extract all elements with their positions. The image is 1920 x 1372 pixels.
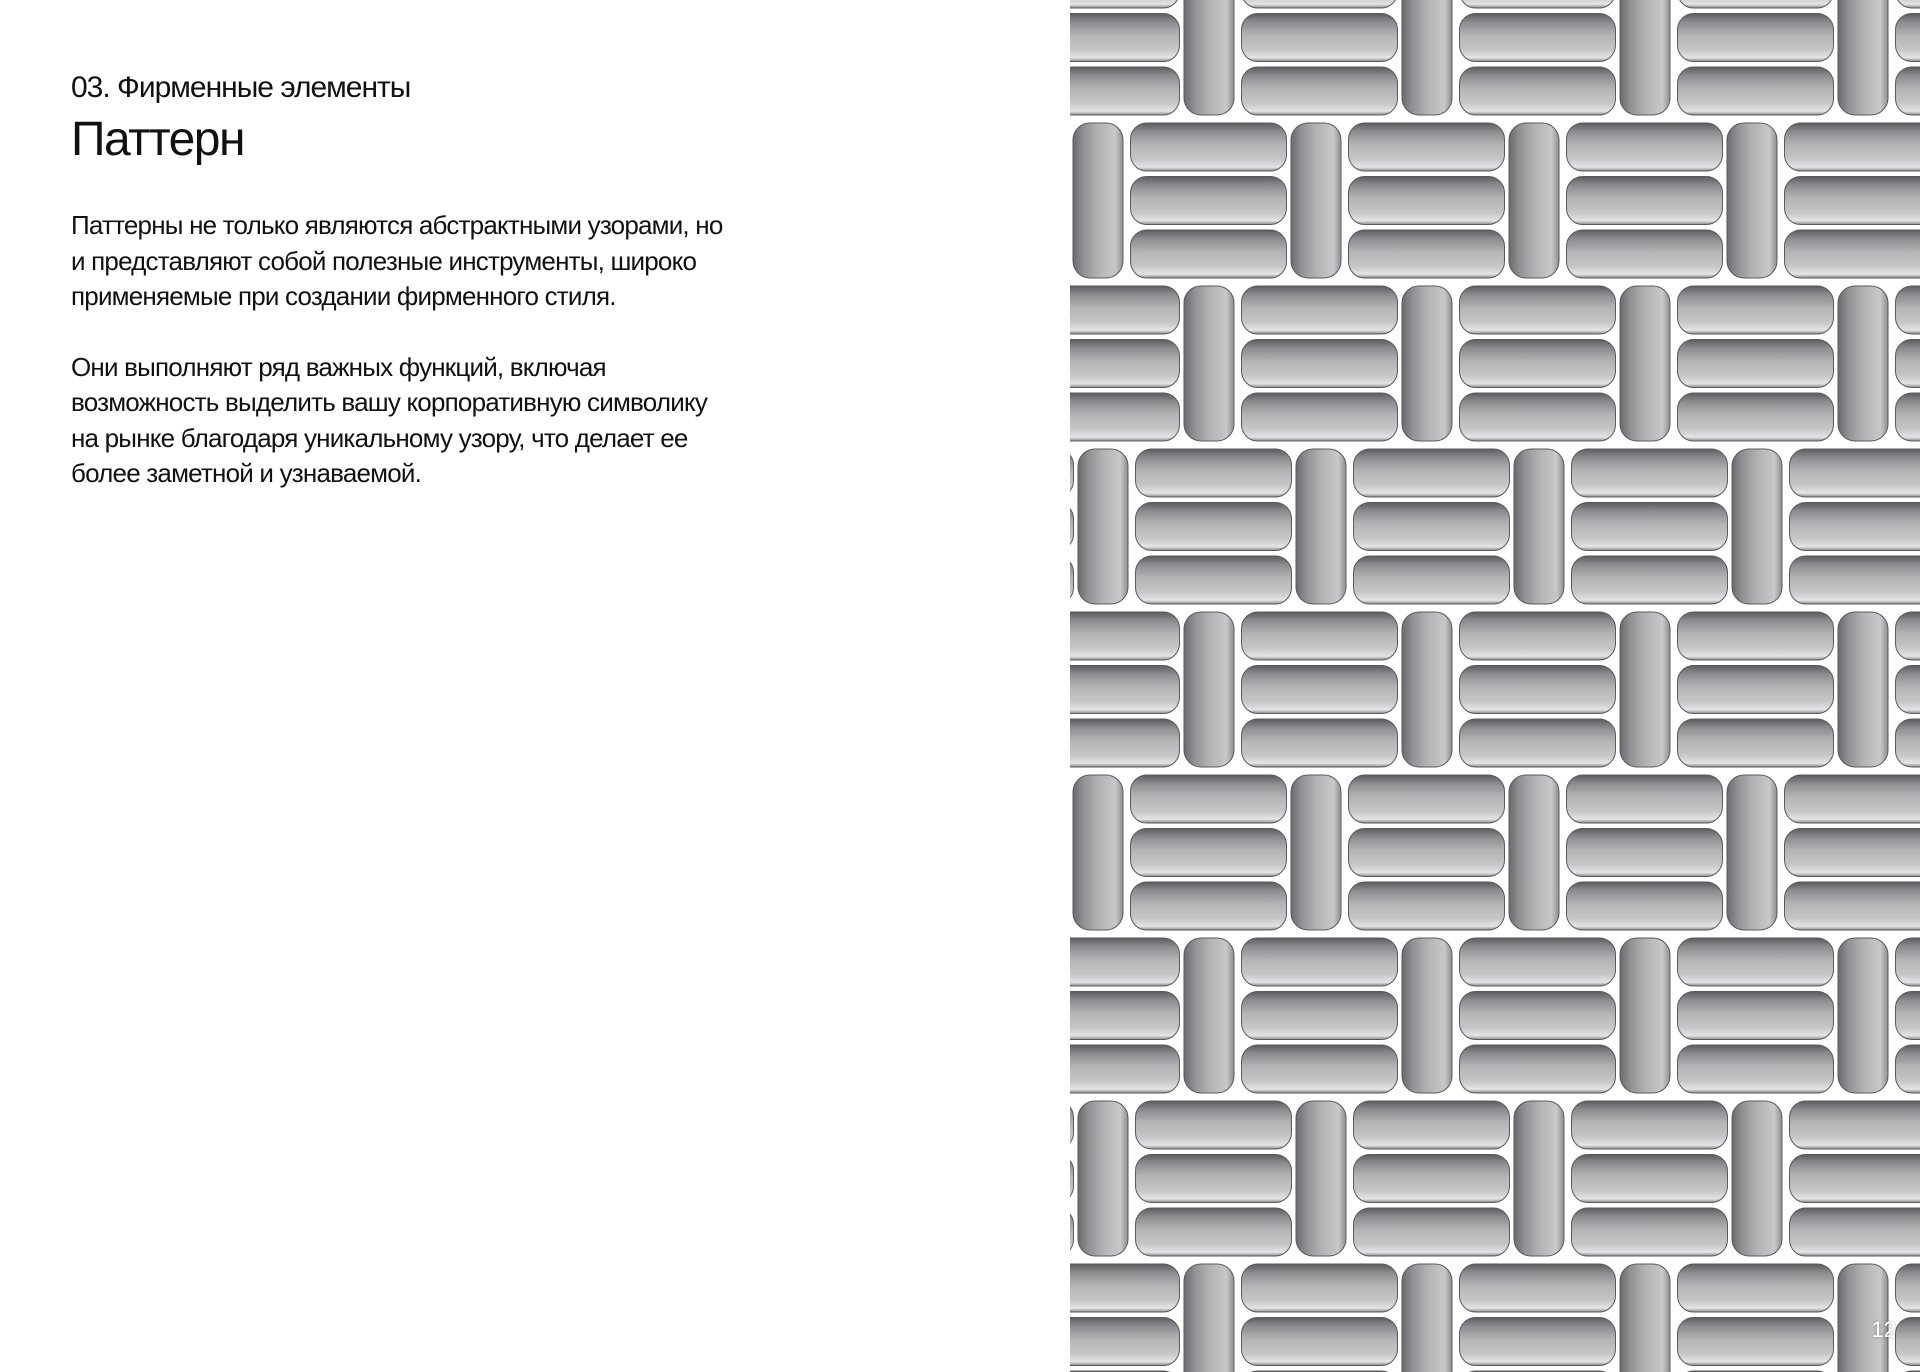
pattern-tile [1567, 829, 1723, 877]
pattern-tile [1678, 14, 1834, 62]
pattern-tile [1349, 177, 1505, 225]
pattern-tile [1136, 1208, 1292, 1256]
pattern-tile [1070, 666, 1180, 714]
pattern-tile [1509, 123, 1559, 278]
pattern-tile [1896, 286, 1920, 334]
pattern-tile [1349, 230, 1505, 278]
pattern-tile [1070, 1155, 1074, 1203]
pattern-tile [1070, 0, 1180, 8]
pattern-tile [1131, 123, 1287, 171]
pattern-tile [1896, 938, 1920, 986]
pattern-tile [1460, 393, 1616, 441]
pattern-tile [1678, 0, 1834, 8]
pattern-tile [1078, 449, 1128, 604]
pattern-tile [1242, 1045, 1398, 1093]
pattern-tile [1184, 0, 1234, 115]
pattern-tile [1838, 612, 1888, 767]
pattern-tile [1070, 286, 1180, 334]
pattern-tile [1896, 340, 1920, 388]
pattern-tile [1678, 67, 1834, 115]
pattern-tile [1567, 177, 1723, 225]
pattern-tile [1073, 775, 1123, 930]
pattern-tile [1896, 612, 1920, 660]
pattern-tile [1073, 123, 1123, 278]
pattern-tile [1678, 938, 1834, 986]
pattern-tile [1070, 1101, 1074, 1149]
pattern-tile [1678, 340, 1834, 388]
pattern-tile [1838, 0, 1888, 115]
pattern-tile [1070, 14, 1180, 62]
paragraph-functions: Они выполняют ряд важных функций, включая возможность выделить вашу корпоративную символику на рынке благодаря уникальному узору, что делает ее более заметной и узнаваемой. [71, 351, 708, 488]
pattern-tile [1785, 829, 1920, 877]
pattern-tile [1620, 612, 1670, 767]
pattern-tile [1460, 1318, 1616, 1366]
pattern-tile [1896, 1045, 1920, 1093]
pattern-tile [1790, 503, 1920, 551]
pattern-tile [1460, 14, 1616, 62]
paragraph-intro: Паттерны не только являются абстрактными узорами, но и представляют собой полезные инструменты, широко применяемые при создании фирменного стиля. [71, 210, 723, 311]
pattern-tile [1460, 938, 1616, 986]
pattern-tile [1896, 666, 1920, 714]
pattern-tile [1620, 1264, 1670, 1372]
pattern-tile [1790, 1208, 1920, 1256]
pattern-tile [1678, 612, 1834, 660]
pattern-tile [1896, 992, 1920, 1040]
pattern-tile [1136, 503, 1292, 551]
pattern-tile [1070, 449, 1074, 497]
pattern-tile [1070, 1264, 1180, 1312]
pattern-tile [1402, 1264, 1452, 1372]
pattern-tile [1131, 775, 1287, 823]
pattern-tile [1460, 1045, 1616, 1093]
pattern-tile [1070, 612, 1180, 660]
pattern-tile [1460, 612, 1616, 660]
pattern-tile [1131, 177, 1287, 225]
pattern-tile [1460, 340, 1616, 388]
pattern-tile [1678, 393, 1834, 441]
pattern-tile [1242, 286, 1398, 334]
pattern-tile [1460, 0, 1616, 8]
pattern-tile [1567, 775, 1723, 823]
pattern-tile [1402, 0, 1452, 115]
pattern-tile [1514, 449, 1564, 604]
pattern-tile [1732, 1101, 1782, 1256]
pattern-tile [1620, 938, 1670, 1093]
pattern-tile [1242, 67, 1398, 115]
pattern-tile [1572, 503, 1728, 551]
pattern-tile [1184, 1264, 1234, 1372]
pattern-tile [1678, 1318, 1834, 1366]
pattern-tile [1790, 449, 1920, 497]
pattern-tile [1785, 882, 1920, 930]
pattern-tile [1790, 1155, 1920, 1203]
pattern-tile [1354, 1208, 1510, 1256]
pattern-tile [1678, 1264, 1834, 1312]
pattern-tile [1678, 992, 1834, 1040]
pattern-tile [1136, 1101, 1292, 1149]
pattern-tile [1790, 556, 1920, 604]
pattern-tile [1070, 992, 1180, 1040]
pattern-tile [1785, 123, 1920, 171]
pattern-tile [1070, 1208, 1074, 1256]
pattern-tile [1349, 882, 1505, 930]
pattern-tile [1349, 123, 1505, 171]
pattern-tile [1460, 1264, 1616, 1312]
pattern-tile [1567, 882, 1723, 930]
pattern-tile [1291, 123, 1341, 278]
pattern-tile [1732, 449, 1782, 604]
pattern-tile [1354, 503, 1510, 551]
pattern-tile [1184, 612, 1234, 767]
pattern-tile [1460, 719, 1616, 767]
basketweave-pattern [1070, 0, 1920, 1372]
pattern-tile [1242, 393, 1398, 441]
pattern-tile [1242, 14, 1398, 62]
pattern-tile [1136, 556, 1292, 604]
pattern-tile [1242, 340, 1398, 388]
pattern-tile [1242, 938, 1398, 986]
page-number: 12 [1871, 1317, 1896, 1342]
pattern-tile [1790, 1101, 1920, 1149]
pattern-tile [1296, 449, 1346, 604]
pattern-tile [1349, 775, 1505, 823]
pattern-tile [1291, 775, 1341, 930]
pattern-tile [1354, 1155, 1510, 1203]
pattern-tile [1184, 938, 1234, 1093]
pattern-tile [1896, 0, 1920, 8]
pattern-tile [1838, 286, 1888, 441]
pattern-tile [1242, 666, 1398, 714]
section-label: 03. Фирменные элементы [71, 71, 411, 104]
pattern-tile [1242, 1318, 1398, 1366]
pattern-tile [1070, 340, 1180, 388]
pattern-tile [1514, 1101, 1564, 1256]
pattern-tile [1402, 612, 1452, 767]
pattern-tile [1572, 556, 1728, 604]
pattern-tile [1460, 286, 1616, 334]
pattern-tile [1838, 938, 1888, 1093]
pattern-tile [1184, 286, 1234, 441]
pattern-tile [1242, 992, 1398, 1040]
pattern-tile [1678, 719, 1834, 767]
text-column [71, 68, 731, 492]
pattern-tile [1242, 0, 1398, 8]
pattern-tile [1509, 775, 1559, 930]
pattern-tile [1896, 67, 1920, 115]
pattern-tile [1727, 123, 1777, 278]
pattern-tile [1727, 775, 1777, 930]
pattern-tile [1136, 449, 1292, 497]
pattern-tile [1896, 719, 1920, 767]
pattern-tile [1567, 230, 1723, 278]
pattern-tile [1678, 286, 1834, 334]
page-title: Паттерн [71, 113, 244, 166]
pattern-tile [1460, 666, 1616, 714]
pattern-tile [1402, 938, 1452, 1093]
pattern-tile [1078, 1101, 1128, 1256]
pattern-tile [1785, 775, 1920, 823]
pattern-tile [1678, 1045, 1834, 1093]
pattern-tile [1136, 1155, 1292, 1203]
pattern-tile [1070, 556, 1074, 604]
pattern-tile [1070, 938, 1180, 986]
pattern-tile [1620, 0, 1670, 115]
pattern-tile [1242, 612, 1398, 660]
pattern-tile [1070, 67, 1180, 115]
pattern-tile [1678, 666, 1834, 714]
pattern-tile [1896, 1318, 1920, 1366]
pattern-tile [1896, 14, 1920, 62]
pattern-tile [1070, 1318, 1180, 1366]
pattern-tile [1349, 829, 1505, 877]
pattern-tile [1242, 719, 1398, 767]
pattern-tile [1070, 719, 1180, 767]
pattern-tile [1070, 393, 1180, 441]
pattern-tile [1131, 882, 1287, 930]
pattern-tile [1296, 1101, 1346, 1256]
pattern-tile [1242, 1264, 1398, 1312]
pattern-tile [1896, 393, 1920, 441]
pattern-tile [1567, 123, 1723, 171]
pattern-tile [1070, 503, 1074, 551]
pattern-tile [1402, 286, 1452, 441]
pattern-tile [1460, 992, 1616, 1040]
pattern-tile [1572, 1208, 1728, 1256]
pattern-tile [1354, 1101, 1510, 1149]
pattern-tile [1131, 230, 1287, 278]
pattern-tile [1354, 556, 1510, 604]
pattern-tile [1785, 177, 1920, 225]
pattern-canvas [1070, 0, 1920, 1372]
pattern-tile [1131, 829, 1287, 877]
pattern-tile [1896, 1264, 1920, 1312]
pattern-tile [1070, 1045, 1180, 1093]
pattern-tile [1785, 230, 1920, 278]
pattern-tile [1572, 1155, 1728, 1203]
pattern-tile [1572, 1101, 1728, 1149]
pattern-tile [1572, 449, 1728, 497]
pattern-tile [1460, 67, 1616, 115]
pattern-tile [1620, 286, 1670, 441]
pattern-tile [1354, 449, 1510, 497]
